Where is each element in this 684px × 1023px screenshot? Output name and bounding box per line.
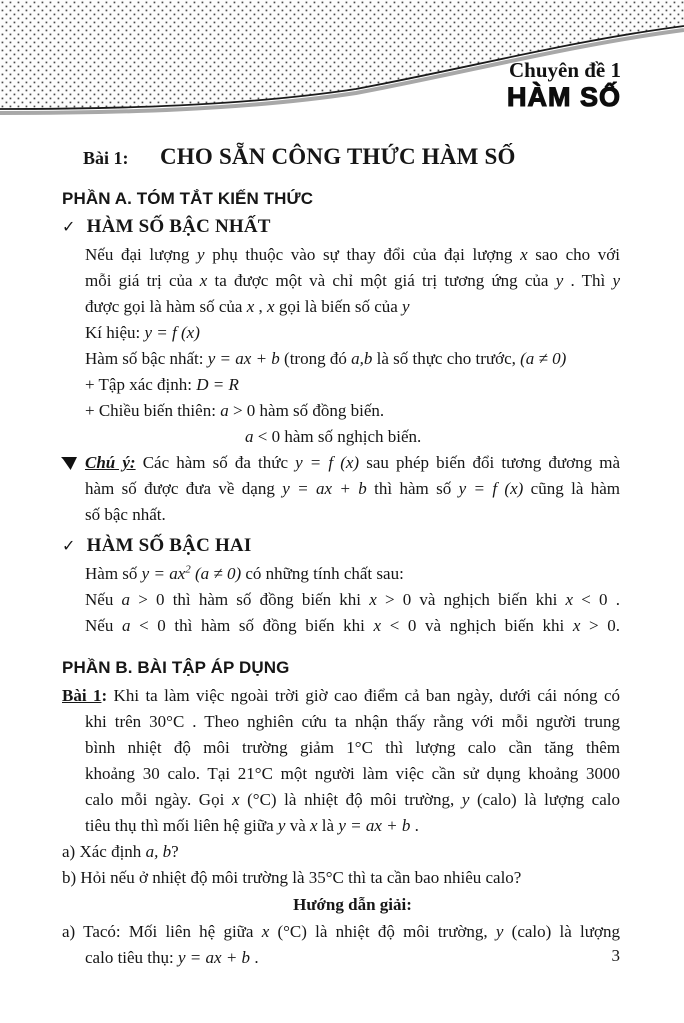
question-b: b) Hỏi nếu ở nhiệt độ môi trường là 35°C thì ta cần bao nhiêu calo? bbox=[62, 868, 522, 887]
body-line: Hàm số bậc nhất: y = ax + b (trong đó a,b là số thực cho trước, (a ≠ 0) bbox=[85, 349, 567, 368]
chapter-title: HÀM SỐ bbox=[507, 82, 621, 112]
problem-line: khoảng 30 calo. Tại 21°C một người làm việc cần sử dụng khoảng 3000 bbox=[85, 764, 620, 783]
checkmark-icon: ✓ bbox=[62, 217, 76, 236]
section-heading-ham-so-bac-nhat: ✓ HÀM SỐ BẬC NHẤT bbox=[62, 216, 271, 237]
page-number: 3 bbox=[611, 946, 620, 965]
lesson-label: Bài 1: bbox=[83, 148, 129, 168]
part-b-heading: PHẦN B. BÀI TẬP ÁP DỤNG bbox=[62, 658, 290, 677]
body-line: Nếu a > 0 thì hàm số đồng biến khi x > 0 và nghịch biến khi x < 0 . bbox=[85, 590, 620, 609]
problem-line: khi trên 30°C . Theo nghiên cứu ta nhận thấy rằng với mỗi người trung bbox=[85, 712, 620, 731]
body-line: Nếu đại lượng y phụ thuộc vào sự thay đổi của đại lượng x sao cho với bbox=[85, 245, 621, 264]
problem-line: Bài 1: Khi ta làm việc ngoài trời giờ cao điểm cả ban ngày, dưới cái nóng có bbox=[62, 686, 620, 705]
section-heading-ham-so-bac-hai: ✓ HÀM SỐ BẬC HAI bbox=[62, 535, 252, 556]
note-flag-icon bbox=[61, 457, 77, 470]
problem-line: bình nhiệt độ môi trường giảm 1°C thì lượng calo cần tăng thêm bbox=[85, 738, 620, 757]
lesson-title-row bbox=[83, 144, 620, 170]
question-a: a) Xác định a, b? bbox=[62, 842, 179, 861]
body-line: a < 0 hàm số nghịch biến. bbox=[245, 427, 422, 446]
part-a-heading: PHẦN A. TÓM TẮT KIẾN THỨC bbox=[62, 189, 314, 208]
body-line: Kí hiệu: y = f (x) bbox=[85, 323, 200, 342]
body-line: mỗi giá trị của x ta được một và chỉ một giá trị tương ứng của y . Thì y bbox=[85, 271, 620, 290]
body-line: Hàm số $y = ax^2$ (a ≠ 0) có những tính chất sau: bbox=[85, 563, 404, 583]
content-blocks bbox=[0, 189, 684, 971]
body-line: + Tập xác định: D = R bbox=[85, 375, 239, 394]
problem-line: calo mỗi ngày. Gọi x (°C) là nhiệt độ môi trường, y (calo) là lượng calo bbox=[85, 790, 620, 809]
note-line: số bậc nhất. bbox=[85, 505, 166, 524]
solution-line: a) Tacó: Mối liên hệ giữa x (°C) là nhiệt độ môi trường, y (calo) là lượng bbox=[62, 922, 620, 941]
body-line: + Chiều biến thiên: a > 0 hàm số đồng biến. bbox=[85, 401, 385, 420]
problem-line: tiêu thụ thì mối liên hệ giữa y và x là y = ax + b . bbox=[85, 816, 419, 835]
body-line: Nếu a < 0 thì hàm số đồng biến khi x < 0 và nghịch biến khi x > 0. bbox=[85, 616, 620, 635]
body-line: được gọi là hàm số của x , x gọi là biến số của y bbox=[85, 297, 410, 316]
note-line: hàm số được đưa về dạng y = ax + b thì hàm số y = f (x) cũng là hàm bbox=[85, 479, 621, 498]
lesson-title: CHO SẴN CÔNG THỨC HÀM SỐ bbox=[160, 144, 516, 169]
solution-line: calo tiêu thụ: y = ax + b . bbox=[85, 948, 259, 967]
document-content bbox=[0, 140, 684, 971]
chapter-kicker: Chuyên đề 1 bbox=[508, 58, 621, 82]
solution-heading: Hướng dẫn giải: bbox=[293, 895, 412, 914]
page-header bbox=[0, 0, 684, 132]
checkmark-icon: ✓ bbox=[62, 536, 76, 555]
note-line: Chú ý: Các hàm số đa thức y = f (x) sau phép biến đổi tương đương mà bbox=[85, 450, 620, 476]
